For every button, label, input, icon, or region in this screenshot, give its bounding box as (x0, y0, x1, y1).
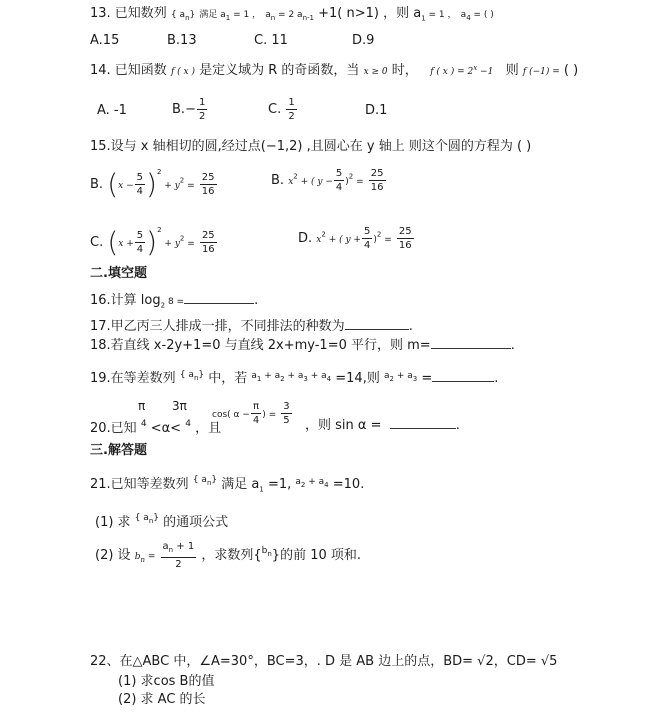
q13-option-d: D.9 (352, 33, 375, 48)
q14-opt-b-frac (197, 96, 207, 123)
q14-option-d: D.1 (365, 103, 388, 118)
q14-def-rest: −1 (477, 67, 494, 77)
q21-cond: 满足 a (221, 477, 260, 492)
q15-b-xsq: 2 (293, 172, 298, 181)
q21-p2-eq: = (144, 552, 156, 562)
q20-then: ，则 sin α = (305, 418, 382, 433)
q21-part-2 (95, 540, 361, 574)
q21-seq-sub: n (206, 478, 212, 487)
q15-d-label: D. (298, 231, 313, 246)
q20-rhs-num: 3 (283, 401, 290, 412)
q15-c-rhs (200, 229, 217, 256)
q15-b-sq: 2 (348, 172, 354, 181)
q21-text: 21.已知等差数列 (90, 477, 189, 492)
q22-part-1: (1) 求cos B的值 (118, 674, 215, 689)
q15-b-frac-num: 5 (335, 168, 343, 179)
q13-cond2: a (265, 10, 271, 20)
q21-p2-frac (161, 540, 197, 571)
q15-c-rhs-den: 16 (201, 244, 215, 255)
question-20 (90, 416, 221, 437)
question-14-stem (90, 60, 578, 80)
q21-p2-bsub: n (140, 555, 145, 564)
q20-end: . (455, 418, 460, 433)
q19-ask: a (383, 371, 390, 381)
q21-p2-seq-b: b (261, 546, 268, 556)
q19-p3: + a (307, 371, 327, 381)
q13-cond4-sub: 4 (466, 13, 471, 22)
q14-ask: f (−1) = (522, 67, 560, 77)
q13-cond2-sub2: n-1 (302, 13, 314, 22)
question-19 (90, 367, 498, 387)
q20-and: ，且 (195, 421, 222, 436)
q15-c-x: x + (118, 239, 134, 249)
q14-fx: f ( x ) (170, 67, 195, 77)
question-21 (90, 472, 364, 498)
q13-cond1: 满足 a (199, 10, 226, 20)
q15-c-frac-den: 4 (136, 244, 144, 255)
q15-d-rhs (397, 225, 414, 252)
q15-option-c (90, 222, 218, 259)
q14-then: 则 (505, 63, 519, 78)
q15-a-frac-num: 5 (136, 172, 143, 183)
question-13-stem (90, 6, 494, 27)
q21-p2-mid: ，求数列{ (201, 548, 262, 563)
q15-c-frac (135, 229, 145, 256)
q15-c-lparen: ( (107, 225, 119, 259)
q21-p2-b: b (134, 552, 141, 562)
q14-opt-b-den: 2 (198, 111, 206, 122)
q15-c-rest: + y (161, 239, 180, 249)
q15-b-label: B. (271, 173, 285, 188)
q20-cos-num: π (251, 400, 261, 414)
q15-c-rparen: ) (146, 225, 158, 259)
q14-option-b (172, 96, 208, 123)
q19-p1: + a (261, 371, 281, 381)
q21-cond2: a (295, 477, 301, 487)
q19-seq: { a (179, 370, 194, 380)
q21-p1-seq: { a (134, 513, 149, 523)
q21-c2-rest: =10. (328, 477, 365, 492)
q15-option-b (271, 167, 387, 201)
question-16 (90, 291, 258, 314)
q15-d-frac (362, 225, 372, 252)
q14-exp: x (473, 64, 478, 72)
q18-end: . (510, 338, 515, 353)
q14-when: 时， (391, 63, 418, 78)
q21-p2-rest: }的前 10 项和. (271, 548, 362, 563)
q16-text: 16.计算 log (90, 293, 161, 308)
q19-answer-blank[interactable] (432, 369, 494, 382)
q15-c-ysq: 2 (179, 234, 185, 243)
section-fill-in-title: 二.填空题 (90, 266, 147, 281)
q15-c-sq: 2 (157, 226, 162, 234)
q20-d2: 4 (185, 419, 191, 429)
q20-rhs-den: 5 (283, 415, 290, 426)
q15-b-rhs-den: 16 (370, 182, 384, 193)
q14-option-c (268, 96, 298, 123)
q15-b-frac-den: 4 (335, 182, 343, 193)
q21-p2-seq-sub: n (267, 549, 272, 558)
q19-seq-sub: n (193, 373, 199, 382)
q15-b-rhs (369, 167, 386, 194)
q20-answer-blank[interactable] (390, 416, 456, 429)
q15-b-frac (334, 167, 344, 194)
q15-b-close: ) (345, 177, 349, 187)
q14-opt-c-frac (286, 96, 296, 123)
q15-a-label: B. (90, 177, 104, 192)
q19-as2: 2 (389, 374, 394, 383)
q21-p2-num (161, 540, 197, 558)
q20-cos-den: 4 (252, 415, 260, 426)
q13-seq-close: } (189, 10, 196, 20)
q15-a-frac (135, 171, 145, 198)
q20-text: 20.已知 (90, 421, 137, 436)
q20-rhs (281, 400, 291, 427)
question-18 (90, 336, 515, 354)
q15-d-close: ) (373, 235, 377, 245)
q20-cos-frac (251, 400, 261, 427)
q15-c-label: C. (90, 235, 104, 250)
q13-cond4-rest: = ( ) (470, 10, 494, 20)
q20-cos-close: ) = (262, 410, 277, 420)
q15-d-eq: = (381, 235, 392, 245)
q19-as3: 3 (412, 374, 418, 383)
q15-d-rhs-num: 25 (398, 226, 412, 237)
q13-cond2-mid: = 2 a (275, 10, 303, 20)
q13-cond4: a (460, 10, 467, 20)
q19-ask-eq: = (417, 371, 433, 386)
q14-cond: x ≥ 0 (363, 67, 388, 77)
q13-cond1-rest: = 1 ， (230, 10, 262, 20)
q15-a-eq: = (184, 181, 195, 191)
q19-text: 19.在等差数列 (90, 371, 176, 386)
q15-a-rhs-den: 16 (201, 186, 215, 197)
q15-d-xsq: 2 (321, 230, 326, 239)
q21-seq: { a (192, 475, 207, 485)
q19-s3: 3 (303, 374, 308, 383)
q13-text: 13. 已知数列 (90, 6, 167, 21)
q13-option-b: B.13 (167, 33, 197, 48)
q15-a-frac-den: 4 (136, 186, 143, 197)
q21-p1-rest: 的通项公式 (163, 515, 229, 530)
q21-c2-s1: 2 (300, 480, 306, 489)
q15-b-rhs-num: 25 (370, 168, 384, 179)
q20-d1: 4 (140, 419, 147, 429)
q19-expr: a (251, 371, 257, 381)
q21-c2-p: + a (305, 477, 325, 487)
q15-a-lparen: ( (107, 167, 119, 201)
q14-opt-c-den: 2 (288, 111, 295, 122)
q13-cond1-sub: 1 (225, 13, 231, 22)
q16-sub: 2 (160, 301, 166, 310)
q15-b-mid: + ( y − (297, 177, 333, 187)
q14-def: f ( x ) = 2 (430, 67, 474, 77)
q15-a-sq: 2 (156, 168, 162, 176)
q19-eq: =14,则 (331, 371, 380, 386)
q15-d-mid: + ( y + (325, 235, 361, 245)
q17-text: 17.甲乙丙三人排成一排，不同排法的种数为 (90, 319, 345, 334)
q15-a-rest: + y (161, 181, 180, 191)
q21-p1-text: (1) 求 (95, 515, 131, 530)
q15-c-rhs-num: 25 (201, 230, 215, 241)
q15-c-frac-num: 5 (136, 230, 144, 241)
q13-option-c: C. 11 (254, 33, 288, 48)
q20-lt: <α< (150, 421, 182, 436)
question-15-stem: 15.设与 x 轴相切的圆,经过点(−1,2) ,且圆心在 y 轴上 则这个圆的方程为 ( ) (90, 139, 532, 154)
q16-answer-blank[interactable] (184, 291, 254, 304)
q16-end: . (254, 293, 259, 308)
q21-part-1 (95, 510, 228, 531)
q13-seq-sub: n (185, 13, 190, 22)
q15-option-a (90, 164, 218, 201)
q13-seq: { a (170, 10, 186, 20)
q20-pi-numerator-1: π (138, 399, 146, 413)
q15-a-rparen: ) (146, 167, 157, 201)
q15-a-ysq: 2 (179, 176, 185, 185)
q19-mid: 中，若 (208, 371, 248, 386)
q22-part-2: (2) 求 AC 的长 (118, 692, 206, 707)
q19-p2: + a (284, 371, 304, 381)
q14-opt-c-label: C. (268, 102, 282, 117)
q14-opt-b-sign: − (185, 102, 196, 117)
q20-cos-expression (212, 400, 293, 434)
section-solution-title: 三.解答题 (90, 443, 147, 458)
q14-opt-b-label: B. (172, 102, 186, 117)
q21-p2-num-sub: n (168, 546, 174, 554)
q14-opt-b-num: 1 (198, 97, 206, 108)
q17-end: . (408, 319, 413, 334)
q21-p1-sub: n (148, 516, 154, 525)
q14-option-a: A. -1 (97, 103, 127, 118)
q15-d-rhs-den: 16 (398, 240, 412, 251)
q19-end: . (494, 371, 499, 386)
q21-c2-s2: 4 (324, 480, 329, 489)
q16-rest: 8 = (165, 297, 185, 307)
q20-cos: cos( α − (212, 410, 250, 420)
q15-c-eq: = (184, 239, 195, 249)
question-17 (90, 317, 413, 335)
q15-option-d (298, 225, 415, 259)
question-22: 22、在△ABC 中，∠A=30°，BC=3，. D 是 AB 边上的点，BD= √2，CD= √5 (90, 654, 558, 669)
q13-cond3-sub: 1 (421, 14, 426, 23)
q15-b-x: x (288, 177, 294, 187)
q15-a-rhs-num: 25 (201, 172, 215, 183)
q18-text: 18.若直线 x-2y+1=0 与直线 2x+my-1=0 平行，则 m= (90, 338, 431, 353)
q14-opt-c-num: 1 (288, 97, 295, 108)
q15-d-frac-num: 5 (363, 226, 371, 237)
q13-cond2-rest: +1( n>1) ，则 a (313, 6, 422, 21)
q19-seq-close: } (198, 370, 205, 380)
q15-d-sq: 2 (376, 230, 382, 239)
q13-cond3-rest: = 1 ， (425, 10, 457, 20)
q21-p1-close: } (153, 513, 159, 523)
q20-tail (305, 416, 460, 434)
q21-p2-num-a: a (162, 541, 169, 552)
q15-d-x: x (316, 235, 322, 245)
q21-p2-num-rest: + 1 (173, 541, 195, 552)
q19-s1: 1 (256, 374, 262, 383)
q14-paren: ( ) (563, 63, 579, 78)
q14-mid: 是定义域为 R 的奇函数，当 (199, 63, 360, 78)
q14-text: 14. 已知函数 (90, 63, 167, 78)
q21-c-rest: =1, (263, 477, 292, 492)
q19-ap: + a (393, 371, 413, 381)
q20-pi-numerator-2: 3π (172, 399, 187, 413)
q15-a-x: x − (118, 181, 134, 191)
q21-p2-text: (2) 设 (95, 548, 131, 563)
q13-cond2-sub: n (270, 13, 276, 22)
q13-option-a: A.15 (90, 33, 120, 48)
q21-c-sub: 1 (259, 485, 264, 494)
q19-s4: 4 (326, 374, 332, 383)
q17-answer-blank[interactable] (345, 317, 409, 330)
q21-p2-den: 2 (175, 559, 182, 570)
q15-b-eq: = (353, 177, 364, 187)
q21-seq-close: } (211, 475, 218, 485)
q15-a-rhs (200, 171, 217, 198)
q19-s2: 2 (280, 374, 285, 383)
q18-answer-blank[interactable] (431, 336, 511, 349)
q15-d-frac-den: 4 (363, 240, 371, 251)
